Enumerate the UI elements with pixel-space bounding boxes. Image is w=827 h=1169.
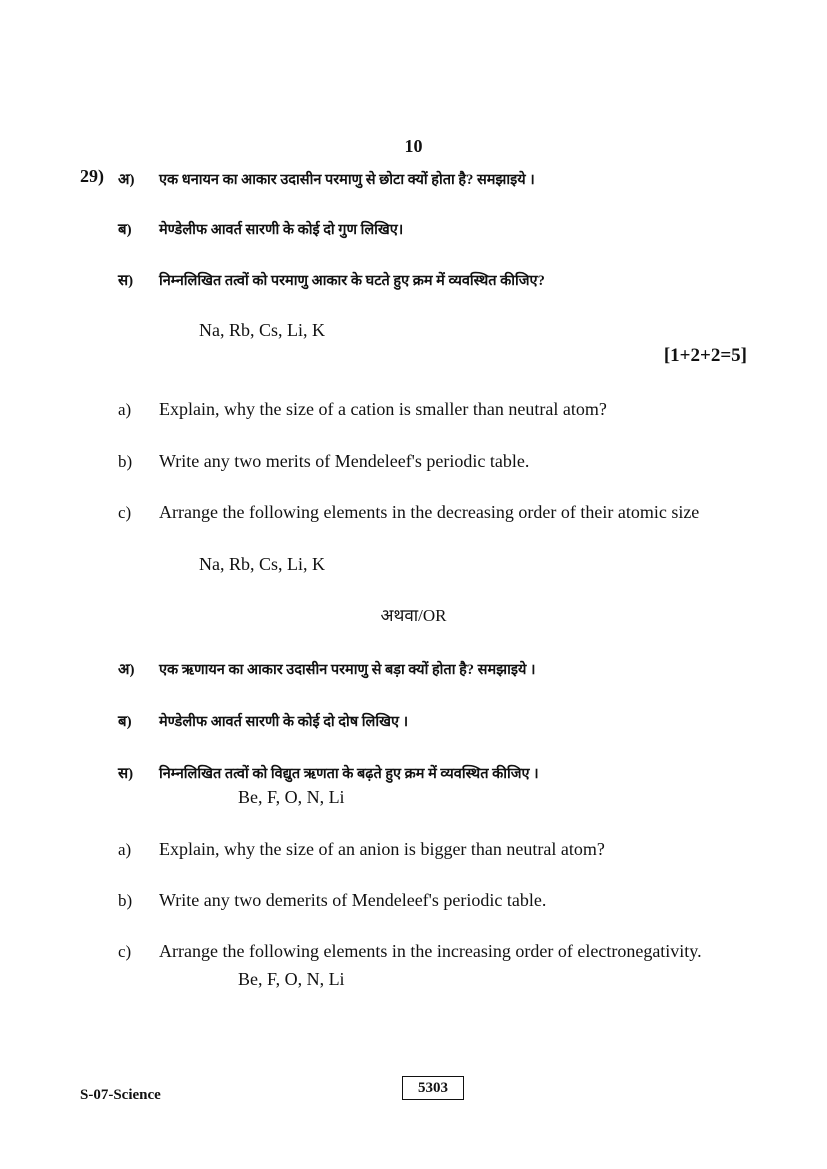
hindi-2a-label: अ) bbox=[118, 662, 135, 678]
english-2c-text: Arrange the following elements in the increasing order of electronegativity. bbox=[159, 941, 702, 961]
english-1c-label: c) bbox=[118, 503, 132, 522]
element-list-2-english: Be, F, O, N, Li bbox=[238, 969, 345, 989]
paper-code-box: 5303 bbox=[402, 1076, 464, 1100]
hindi-2a-text: एक ऋणायन का आकार उदासीन परमाणु से बड़ा क्यों होता है? समझाइये । bbox=[159, 662, 536, 678]
hindi-1a-text: एक धनायन का आकार उदासीन परमाणु से छोटा क्यों होता है? समझाइये । bbox=[159, 172, 535, 188]
english-1b-text: Write any two merits of Mendeleef's periodic table. bbox=[159, 451, 530, 471]
english-2a-text: Explain, why the size of an anion is bigger than neutral atom? bbox=[159, 839, 605, 859]
english-1c-text: Arrange the following elements in the decreasing order of their atomic size bbox=[159, 502, 700, 522]
english-2c-label: c) bbox=[118, 942, 132, 961]
english-2a-label: a) bbox=[118, 840, 132, 859]
or-divider: अथवा/OR bbox=[380, 606, 447, 625]
hindi-1b-label: ब) bbox=[118, 222, 132, 238]
english-1b-label: b) bbox=[118, 452, 133, 471]
hindi-2c-text: निम्नलिखित तत्वों को विद्युत ऋणता के बढ़ते हुए क्रम में व्यवस्थित कीजिए । bbox=[159, 766, 539, 782]
hindi-1b-text: मेण्डेलीफ आवर्त सारणी के कोई दो गुण लिखिए। bbox=[159, 222, 404, 238]
marks-distribution: [1+2+2=5] bbox=[663, 345, 747, 366]
subject-code: S-07-Science bbox=[80, 1087, 161, 1103]
hindi-2b-text: मेण्डेलीफ आवर्त सारणी के कोई दो दोष लिखिए । bbox=[159, 714, 409, 730]
page-number: 10 bbox=[404, 136, 423, 156]
english-2b-text: Write any two demerits of Mendeleef's periodic table. bbox=[159, 890, 547, 910]
hindi-1c-label: स) bbox=[118, 273, 134, 289]
english-1a-label: a) bbox=[118, 400, 132, 419]
hindi-2b-label: ब) bbox=[118, 714, 132, 730]
english-2b-label: b) bbox=[118, 891, 133, 910]
element-list-2-hindi: Be, F, O, N, Li bbox=[238, 787, 345, 807]
element-list-1-hindi: Na, Rb, Cs, Li, K bbox=[199, 320, 325, 340]
hindi-1a-label: अ) bbox=[118, 172, 135, 188]
question-number: 29) bbox=[80, 166, 104, 186]
english-1a-text: Explain, why the size of a cation is smaller than neutral atom? bbox=[159, 399, 607, 419]
element-list-1-english: Na, Rb, Cs, Li, K bbox=[199, 554, 325, 574]
hindi-2c-label: स) bbox=[118, 766, 134, 782]
hindi-1c-text: निम्नलिखित तत्वों को परमाणु आकार के घटते हुए क्रम में व्यवस्थित कीजिए? bbox=[159, 273, 545, 289]
